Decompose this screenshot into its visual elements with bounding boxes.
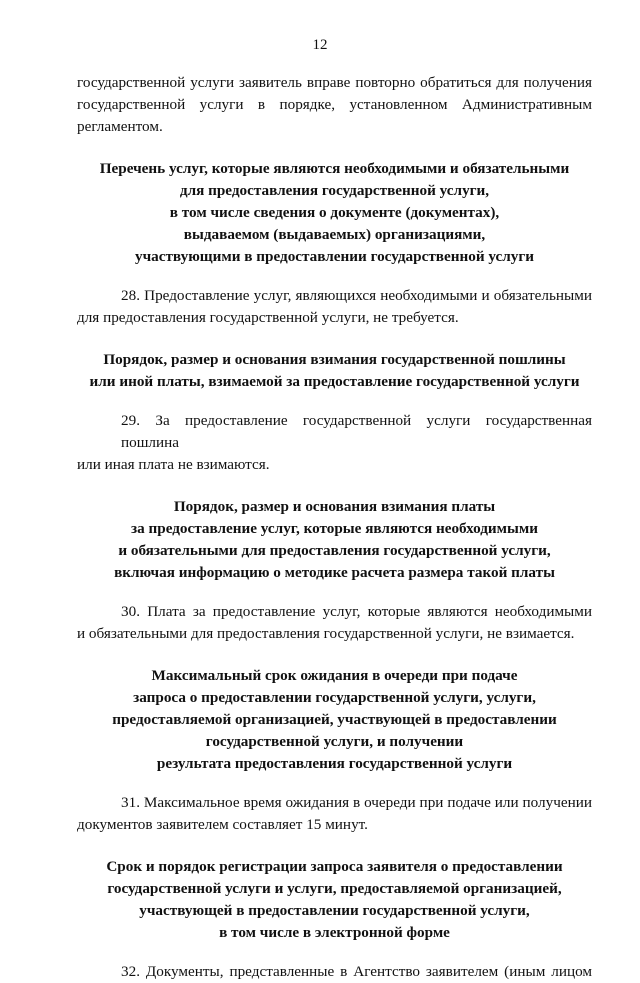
heading-line: государственной услуги, и получении — [205, 733, 464, 750]
section-heading — [77, 349, 592, 393]
text-line: для предоставления государственной услуги, не требуется. — [77, 309, 459, 326]
text-line: 32. Документы, представленные в Агентство заявителем (иным лицом — [121, 963, 592, 980]
text-line: 30. Плата за предоставление услуг, которые являются необходимыми — [121, 603, 592, 620]
text-line: регламентом. — [77, 118, 163, 135]
section-paragraph — [77, 961, 592, 983]
heading-line: Перечень услуг, которые являются необходимыми и обязательными — [99, 160, 570, 177]
text-line: 29. За предоставление государственной услуги государственная пошлина — [121, 412, 592, 451]
heading-line: участвующей в предоставлении государственной услуги, — [139, 902, 530, 919]
heading-line: результата предоставления государственной услуги — [156, 755, 513, 772]
section-heading — [77, 856, 592, 944]
section-heading — [77, 496, 592, 584]
heading-line: включая информацию о методике расчета размера такой платы — [114, 564, 555, 581]
section-paragraph — [77, 792, 592, 836]
text-line: государственной услуги заявитель вправе повторно обратиться для получения — [77, 74, 592, 91]
heading-line: запроса о предоставлении государственной услуги, услуги, — [133, 689, 536, 706]
intro-paragraph — [77, 72, 592, 138]
heading-line: выдаваемом (выдаваемых) организациями, — [183, 226, 486, 243]
section-paragraph — [77, 601, 592, 645]
heading-line: государственной услуги и услуги, предоставляемой организацией, — [107, 880, 562, 897]
heading-line: Срок и порядок регистрации запроса заявителя о предоставлении — [106, 858, 563, 875]
text-line: 31. Максимальное время ожидания в очереди при подаче или получении — [121, 794, 592, 811]
heading-line: и обязательными для предоставления государственной услуги, — [118, 542, 551, 559]
heading-line: для предоставления государственной услуги, — [179, 182, 490, 199]
section-paragraph — [77, 410, 592, 476]
heading-line: Порядок, размер и основания взимания платы — [173, 498, 496, 515]
heading-line: в том числе сведения о документе (документах), — [169, 204, 500, 221]
heading-line: Максимальный срок ожидания в очереди при подаче — [151, 667, 518, 684]
heading-line: Порядок, размер и основания взимания государственной пошлины — [103, 351, 566, 368]
heading-line: участвующими в предоставлении государственной услуги — [134, 248, 535, 265]
section-paragraph — [77, 285, 592, 329]
page-number: 12 — [312, 37, 328, 53]
heading-line: предоставляемой организацией, участвующей в предоставлении — [112, 711, 557, 728]
heading-line: за предоставление услуг, которые являются необходимыми — [131, 520, 538, 537]
section-heading — [77, 158, 592, 268]
section-heading — [77, 665, 592, 775]
heading-line: в том числе в электронной форме — [219, 924, 450, 941]
text-line: и обязательными для предоставления государственной услуги, не взимается. — [77, 625, 575, 642]
document-body — [77, 72, 592, 983]
text-line: или иная плата не взимаются. — [77, 456, 270, 473]
heading-line: или иной платы, взимаемой за предоставление государственной услуги — [89, 373, 580, 390]
text-line: 28. Предоставление услуг, являющихся необходимыми и обязательными — [121, 287, 592, 304]
text-line: документов заявителем составляет 15 минут. — [77, 816, 368, 833]
text-line: государственной услуги в порядке, установленном Административным — [77, 96, 592, 113]
